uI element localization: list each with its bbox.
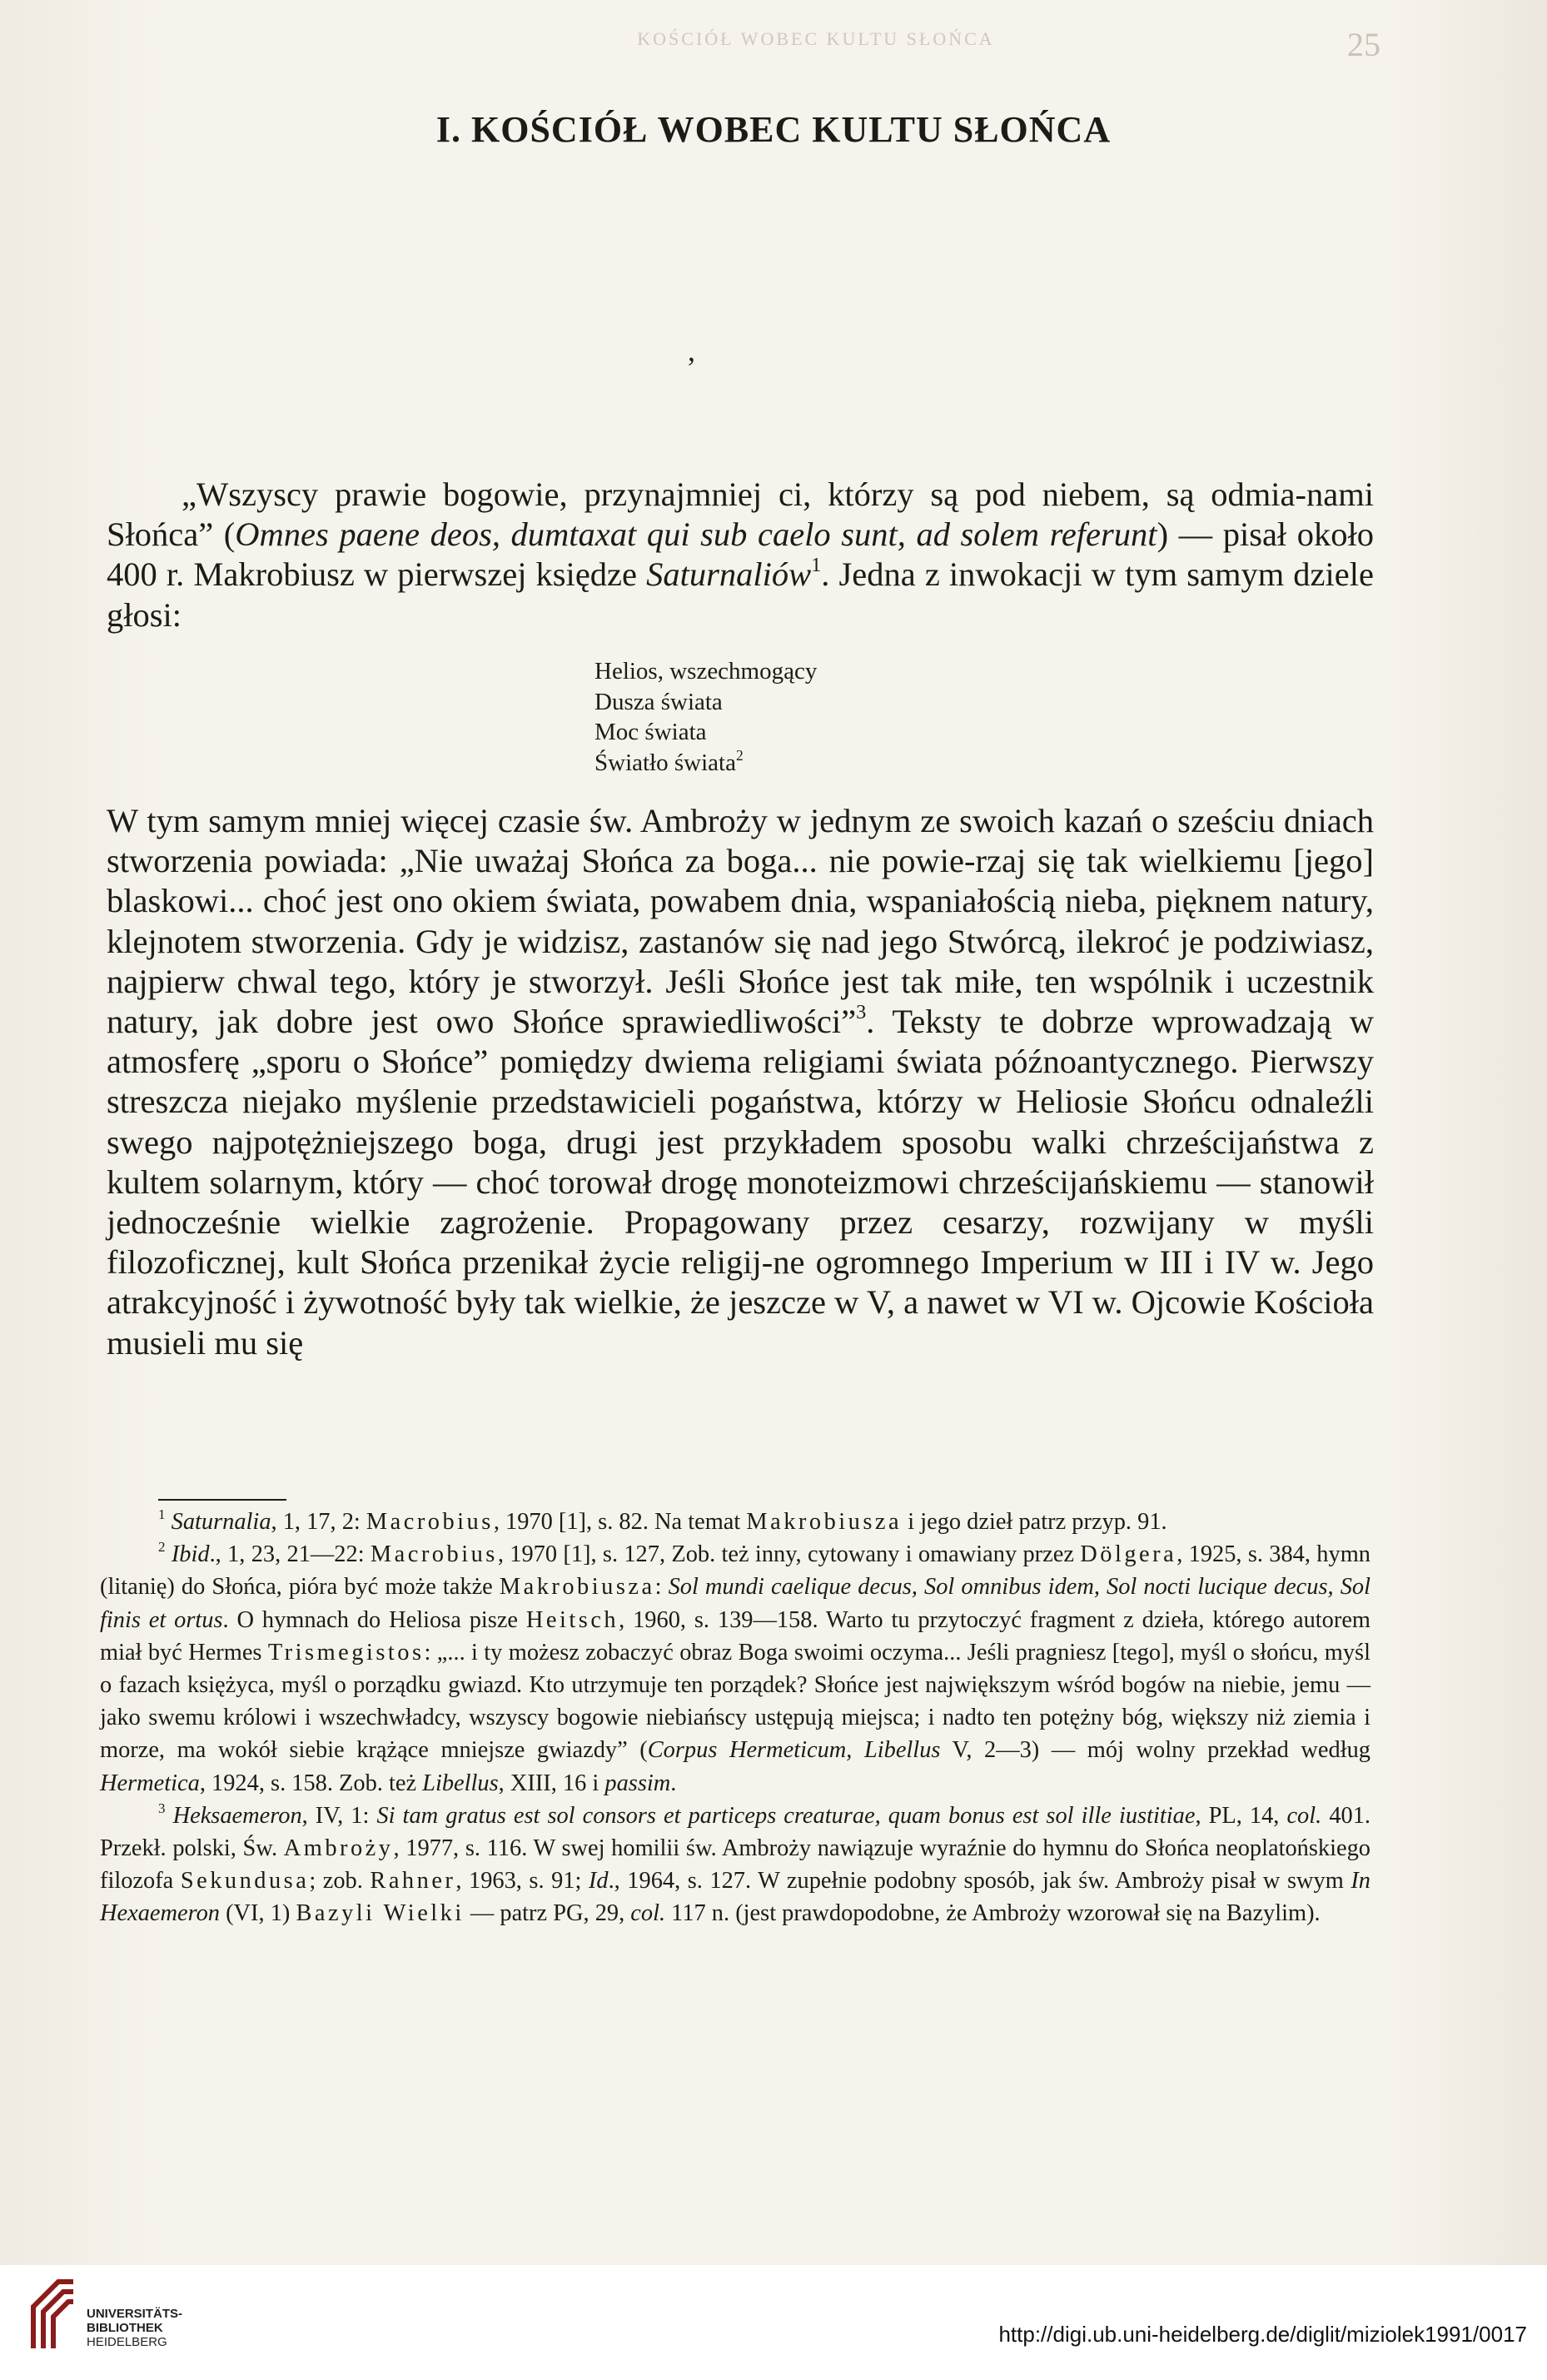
invocation-verse bbox=[594, 656, 817, 778]
stray-mark: , bbox=[688, 334, 695, 367]
footnote-3: $^3$ Heksaemeron, IV, 1: Si tam gratus est sol consors et particeps creaturae, quam bonus est sol ille iustitiae, PL, 14, col. 401. Przekł. polski, Św. Ambroży, 1977, s. 116. W swej homilii św. Ambroży nawiązuje wyraźnie do hymnu do Słońca neoplatońskiego filozofa Sekundusa; zob. Rahner, 1963, s. 91; Id., 1964, s. 127. W zupełnie podobny sposób, jak św. Ambroży pisał w swym In Hexaemeron (VI, 1) Bazyli Wielki — patrz PG, 29, col. 117 n. (jest prawdopodobne, że Ambroży wzorował się na Bazylim). bbox=[100, 1800, 1370, 1927]
opening-paragraph: „Wszyscy prawie bogowie, przynajmniej ci, którzy są pod niebem, są odmia-nami Słońca” (Omnes paene deos, dumtaxat qui sub caelo sunt, ad solem referunt) — pisał około 400 r. Makrobiusz w pierwszej księdze Saturnaliów$^1$. Jedna z inwokacji w tym samym dziele głosi: bbox=[107, 476, 1375, 634]
verse-line: Helios, wszechmogący bbox=[594, 658, 818, 685]
footnote-1: $^1$ Saturnalia, 1, 17, 2: Macrobius, 1970 [1], s. 82. Na temat Makrobiusza i jego dzieł patrz przyp. 91. bbox=[158, 1506, 1167, 1535]
work-title: Saturnaliów bbox=[646, 555, 812, 594]
footnotes bbox=[100, 1506, 1370, 1930]
chapter-title: I. KOŚCIÓŁ WOBEC KULTU SŁOŃCA bbox=[435, 109, 1112, 150]
verse-line: Dusza świata bbox=[594, 688, 723, 715]
footnote-separator bbox=[158, 1499, 286, 1501]
verse-line: Moc świata bbox=[594, 719, 707, 745]
ghost-running-head: KOŚCIÓŁ WOBEC KULTU SŁOŃCA bbox=[637, 28, 995, 49]
source-url-link[interactable]: http://digi.ub.uni-heidelberg.de/diglit/miziolek1991/0017 bbox=[998, 2322, 1527, 2347]
footnote-ref-3[interactable]: 3 bbox=[856, 1001, 867, 1024]
ghost-page-number: 25 bbox=[1347, 26, 1380, 63]
footnote-ref-1[interactable]: 1 bbox=[811, 554, 822, 577]
footnote-2: $^2$ Ibid., 1, 23, 21—22: Macrobius, 1970 [1], s. 127, Zob. też inny, cytowany i omawiany przez Dölgera, 1925, s. 384, hymn (litanię) do Słońca, pióra być może także Makrobiusza: Sol mundi caelique decus, Sol omnibus idem, Sol nocti lucique decus, Sol finis et ortus. O hymnach do Heliosa pisze Heitsch, 1960, s. 139—158. Warto tu przytoczyć fragment z dzieła, którego autorem miał być Hermes Trismegistos: „... i ty możesz zobaczyć obraz Boga swoimi oczyma... Jeśli pragniesz [tego], myśl o słońcu, myśl o fazach księżyca, myśl o porządku gwiazd. Kto utrzymuje ten porządek? Słońce jest największym wśród bogów na niebie, jemu — jako swemu królowi i wszechwładcy, wszyscy bogowie niebiańscy ustępują miejsca; i nadto ten potężny bóg, większy niż ziemia i morze, ma wokół siebie krążące mniejsze gwiazdy” (Corpus Hermeticum, Libellus V, 2—3) — mój wolny przekład według Hermetica, 1924, s. 158. Zob. też Libellus, XIII, 16 i passim. bbox=[100, 1539, 1371, 1796]
library-logo-text: UNIVERSITÄTS- BIBLIOTHEK HEIDELBERG bbox=[87, 2307, 183, 2349]
verse-line: Światło świata$^2$ bbox=[594, 746, 744, 776]
library-logo-icon[interactable] bbox=[25, 2273, 78, 2357]
footnote-ref-2[interactable]: 2 bbox=[735, 746, 744, 764]
main-paragraph: W tym samym mniej więcej czasie św. Ambroży w jednym ze swoich kazań o sześciu dniach stworzenia powiada: „Nie uważaj Słońca za boga... nie powie-rzaj się tak wielkiemu [jego] blaskowi... choć jest ono okiem świata, powabem dnia, wspaniałością nieba, pięknem natury, klejnotem stworzenia. Gdy je widzisz, zastanów się nad jego Stwórcą, ilekroć je podziwiasz, najpierw chwal tego, który je stworzył. Jeśli Słońce jest tak miłe, ten wspólnik i uczestnik natury, jak dobre jest owo Słońce sprawiedliwości”$^3$. Teksty te dobrze wprowadzają w atmosferę „sporu o Słońce” pomiędzy dwiema religiami świata późnoantycznego. Pierwszy streszcza niejako myślenie przedstawicieli pogaństwa, którzy w Heliosie Słońcu odnaleźli swego najpotężniejszego boga, drugi jest przykładem sposobu walki chrześcijaństwa z kultem solarnym, który — choć torował drogę monoteizmowi chrześcijańskiemu — stanowił jednocześnie wielkie zagrożenie. Propagowany przez cesarzy, rozwijany w myśli filozoficznej, kult Słońca przenikał życie religij-ne ogromnego Imperium w III i IV w. Jego atrakcyjność i żywotność były tak wielkie, że jeszcze w V, a nawet w VI w. Ojcowie Kościoła musieli mu się bbox=[107, 802, 1374, 1362]
latin-quote: Omnes paene deos, dumtaxat qui sub caelo sunt, ad solem referunt bbox=[235, 515, 1157, 554]
